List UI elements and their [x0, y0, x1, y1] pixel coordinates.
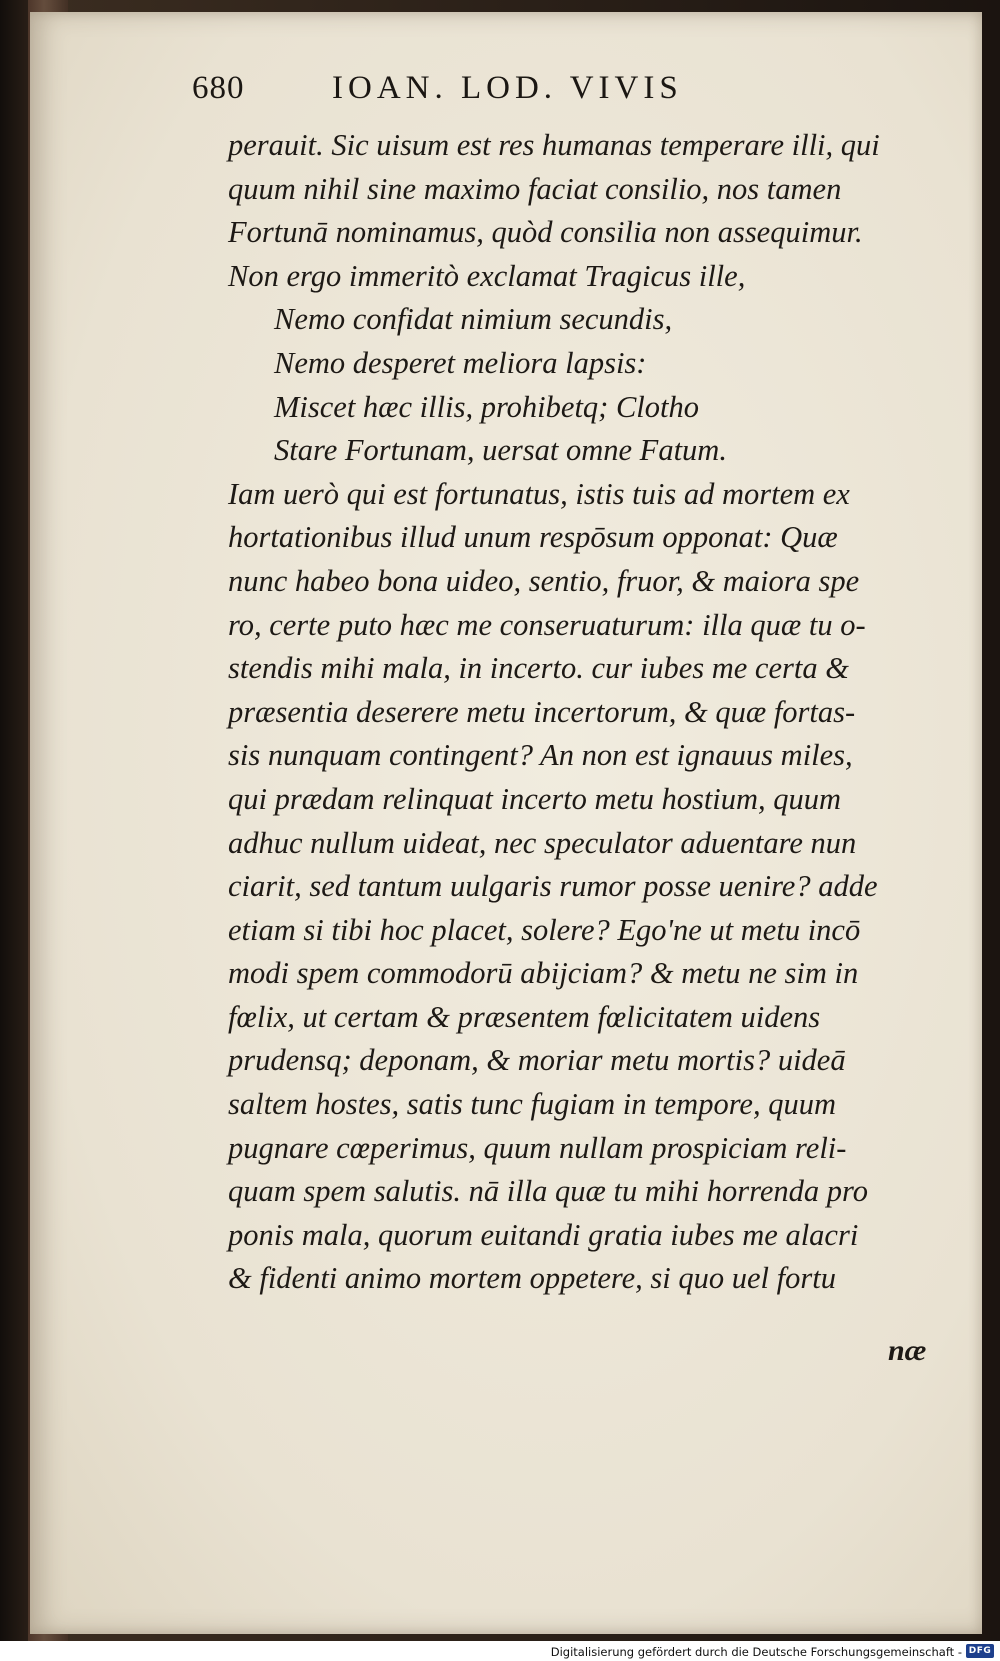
verse-line: Miscet hæc illis, prohibetq; Clotho — [274, 389, 699, 424]
text-line: modi spem commodorū abijciam? & metu ne sim in — [228, 956, 859, 991]
page-header — [192, 70, 752, 114]
text-line: quam spem salutis. nā illa quæ tu mihi horrenda pro — [228, 1174, 868, 1209]
text-line: ponis mala, quorum euitandi gratia iubes me alacri — [228, 1217, 859, 1252]
text-line: nunc habeo bona uideo, sentio, fruor, & maiora spe — [228, 563, 860, 598]
body-text — [228, 124, 928, 1301]
text-line: qui prædam relinquat incerto metu hostium, quum — [228, 781, 842, 816]
text-line: etiam si tibi hoc placet, solere? Ego'ne ut metu incō — [228, 912, 861, 947]
text-line: & fidenti animo mortem oppetere, si quo uel fortu — [228, 1261, 836, 1296]
text-line: stendis mihi mala, in incerto. cur iubes me certa & — [228, 651, 849, 686]
text-line: adhuc nullum uideat, nec speculator aduentare nun — [228, 825, 857, 860]
text-line: prudensq; deponam, & moriar metu mortis? uideā — [228, 1043, 846, 1078]
text-line: fœlix, ut certam & præsentem fœlicitatem uidens — [228, 999, 821, 1034]
text-line: saltem hostes, satis tunc fugiam in tempore, quum — [228, 1087, 836, 1122]
text-line: præsentia deserere metu incertorum, & quæ fortas- — [228, 694, 856, 729]
text-line: Fortunā nominamus, quòd consilia non assequimur. — [228, 215, 863, 250]
page-number: 680 — [192, 70, 245, 106]
verse-line: Nemo desperet meliora lapsis: — [274, 345, 647, 380]
catchword: næ — [888, 1334, 927, 1367]
text-line: sis nunquam contingent? An non est ignauus miles, — [228, 738, 853, 773]
digitization-credit: Digitalisierung gefördert durch die Deutsche Forschungsgemeinschaft - — [550, 1645, 962, 1659]
text-line: hortationibus illud unum respōsum opponat: Quæ — [228, 520, 838, 555]
text-line: quum nihil sine maximo faciat consilio, nos tamen — [228, 171, 842, 206]
text-line: ro, certe puto hæc me conseruaturum: illa quæ tu o- — [228, 607, 866, 642]
text-line: Non ergo immeritò exclamat Tragicus ille, — [228, 258, 746, 293]
text-line: pugnare cœperimus, quum nullam prospiciam reli- — [228, 1130, 847, 1165]
text-line: ciarit, sed tantum uulgaris rumor posse uenire? adde — [228, 869, 878, 904]
verse-line: Nemo confidat nimium secundis, — [274, 302, 673, 337]
running-head: IOAN. LOD. VIVIS — [332, 70, 683, 106]
text-line: perauit. Sic uisum est res humanas temperare illi, qui — [228, 128, 880, 162]
verse-line: Stare Fortunam, uersat omne Fatum. — [274, 433, 727, 468]
dfg-logo-icon: DFG — [966, 1644, 994, 1658]
text-line: Iam uerò qui est fortunatus, istis tuis ad mortem ex — [228, 476, 850, 511]
